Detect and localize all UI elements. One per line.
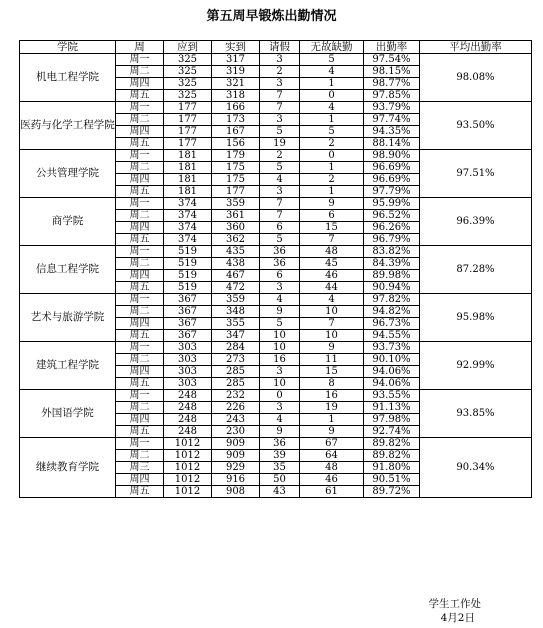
week-cell: 周五: [116, 426, 164, 438]
rate-cell: 96.73%: [364, 318, 420, 330]
actual-cell: 348: [212, 306, 260, 318]
week-cell: 周四: [116, 414, 164, 426]
rate-cell: 89.82%: [364, 450, 420, 462]
rate-cell: 95.99%: [364, 198, 420, 210]
header-actual: 实到: [212, 41, 260, 54]
week-cell: 周四: [116, 474, 164, 486]
week-cell: 周一: [116, 390, 164, 402]
leave-cell: 3: [260, 366, 300, 378]
week-cell: 周二: [116, 210, 164, 222]
expected-cell: 374: [164, 234, 212, 246]
rate-cell: 96.69%: [364, 174, 420, 186]
table-header-row: [20, 41, 532, 54]
average-rate-cell: 87.28%: [420, 246, 532, 294]
average-rate-cell: 93.50%: [420, 102, 532, 150]
week-cell: 周二: [116, 66, 164, 78]
week-cell: 周五: [116, 378, 164, 390]
rate-cell: 96.69%: [364, 162, 420, 174]
rate-cell: 97.54%: [364, 54, 420, 66]
table-row: [20, 390, 532, 402]
college-name-cell: 公共管理学院: [20, 150, 116, 198]
actual-cell: 361: [212, 210, 260, 222]
absent-cell: 2: [300, 174, 364, 186]
expected-cell: 1012: [164, 438, 212, 450]
week-cell: 周三: [116, 462, 164, 474]
absent-cell: 67: [300, 438, 364, 450]
expected-cell: 325: [164, 54, 212, 66]
actual-cell: 156: [212, 138, 260, 150]
week-cell: 周四: [116, 366, 164, 378]
rate-cell: 83.82%: [364, 246, 420, 258]
header-avg-rate: 平均出勤率: [420, 41, 532, 54]
leave-cell: 7: [260, 102, 300, 114]
actual-cell: 347: [212, 330, 260, 342]
absent-cell: 15: [300, 222, 364, 234]
leave-cell: 9: [260, 426, 300, 438]
week-cell: 周一: [116, 438, 164, 450]
rate-cell: 96.52%: [364, 210, 420, 222]
expected-cell: 1012: [164, 474, 212, 486]
actual-cell: 929: [212, 462, 260, 474]
expected-cell: 181: [164, 162, 212, 174]
leave-cell: 10: [260, 342, 300, 354]
actual-cell: 359: [212, 198, 260, 210]
rate-cell: 90.94%: [364, 282, 420, 294]
absent-cell: 0: [300, 150, 364, 162]
absent-cell: 7: [300, 318, 364, 330]
leave-cell: 3: [260, 402, 300, 414]
leave-cell: 3: [260, 78, 300, 90]
rate-cell: 93.55%: [364, 390, 420, 402]
actual-cell: 909: [212, 450, 260, 462]
leave-cell: 3: [260, 54, 300, 66]
leave-cell: 10: [260, 378, 300, 390]
header-week: 周: [116, 41, 164, 54]
actual-cell: 167: [212, 126, 260, 138]
rate-cell: 96.26%: [364, 222, 420, 234]
absent-cell: 16: [300, 390, 364, 402]
expected-cell: 177: [164, 102, 212, 114]
actual-cell: 321: [212, 78, 260, 90]
absent-cell: 48: [300, 246, 364, 258]
rate-cell: 94.06%: [364, 366, 420, 378]
expected-cell: 248: [164, 402, 212, 414]
expected-cell: 374: [164, 222, 212, 234]
expected-cell: 248: [164, 414, 212, 426]
actual-cell: 317: [212, 54, 260, 66]
leave-cell: 43: [260, 486, 300, 498]
rate-cell: 98.77%: [364, 78, 420, 90]
leave-cell: 4: [260, 294, 300, 306]
actual-cell: 175: [212, 162, 260, 174]
expected-cell: 303: [164, 378, 212, 390]
actual-cell: 175: [212, 174, 260, 186]
actual-cell: 166: [212, 102, 260, 114]
rate-cell: 91.80%: [364, 462, 420, 474]
college-name-cell: 机电工程学院: [20, 54, 116, 102]
leave-cell: 7: [260, 198, 300, 210]
absent-cell: 5: [300, 126, 364, 138]
rate-cell: 89.98%: [364, 270, 420, 282]
absent-cell: 19: [300, 402, 364, 414]
actual-cell: 285: [212, 366, 260, 378]
week-cell: 周四: [116, 174, 164, 186]
actual-cell: 319: [212, 66, 260, 78]
rate-cell: 94.06%: [364, 378, 420, 390]
expected-cell: 303: [164, 354, 212, 366]
week-cell: 周二: [116, 354, 164, 366]
leave-cell: 6: [260, 222, 300, 234]
leave-cell: 50: [260, 474, 300, 486]
absent-cell: 10: [300, 306, 364, 318]
table-row: [20, 198, 532, 210]
actual-cell: 909: [212, 438, 260, 450]
page-title: 第五周早锻炼出勤情况: [206, 9, 337, 24]
expected-cell: 519: [164, 270, 212, 282]
week-cell: 周二: [116, 306, 164, 318]
actual-cell: 467: [212, 270, 260, 282]
leave-cell: 4: [260, 174, 300, 186]
leave-cell: 3: [260, 186, 300, 198]
week-cell: 周四: [116, 126, 164, 138]
table-row: [20, 54, 532, 66]
rate-cell: 94.55%: [364, 330, 420, 342]
leave-cell: 5: [260, 162, 300, 174]
actual-cell: 318: [212, 90, 260, 102]
college-name-cell: 医药与化学工程学院: [20, 102, 116, 150]
rate-cell: 98.90%: [364, 150, 420, 162]
rate-cell: 88.14%: [364, 138, 420, 150]
week-cell: 周一: [116, 198, 164, 210]
week-cell: 周四: [116, 318, 164, 330]
header-college: 学院: [20, 41, 116, 54]
expected-cell: 325: [164, 66, 212, 78]
absent-cell: 1: [300, 114, 364, 126]
average-rate-cell: 92.99%: [420, 342, 532, 390]
actual-cell: 273: [212, 354, 260, 366]
expected-cell: 303: [164, 342, 212, 354]
actual-cell: 173: [212, 114, 260, 126]
leave-cell: 5: [260, 234, 300, 246]
actual-cell: 438: [212, 258, 260, 270]
rate-cell: 90.51%: [364, 474, 420, 486]
absent-cell: 0: [300, 90, 364, 102]
week-cell: 周五: [116, 138, 164, 150]
college-name-cell: 继续教育学院: [20, 438, 116, 498]
week-cell: 周五: [116, 282, 164, 294]
actual-cell: 179: [212, 150, 260, 162]
rate-cell: 90.10%: [364, 354, 420, 366]
expected-cell: 177: [164, 126, 212, 138]
average-rate-cell: 96.39%: [420, 198, 532, 246]
header-leave: 请假: [260, 41, 300, 54]
table-row: [20, 102, 532, 114]
week-cell: 周二: [116, 258, 164, 270]
expected-cell: 367: [164, 294, 212, 306]
absent-cell: 48: [300, 462, 364, 474]
week-cell: 周一: [116, 342, 164, 354]
absent-cell: 9: [300, 342, 364, 354]
week-cell: 周四: [116, 270, 164, 282]
expected-cell: 325: [164, 90, 212, 102]
rate-cell: 96.79%: [364, 234, 420, 246]
leave-cell: 5: [260, 318, 300, 330]
absent-cell: 1: [300, 414, 364, 426]
average-rate-cell: 98.08%: [420, 54, 532, 102]
average-rate-cell: 93.85%: [420, 390, 532, 438]
week-cell: 周四: [116, 222, 164, 234]
rate-cell: 92.74%: [364, 426, 420, 438]
actual-cell: 435: [212, 246, 260, 258]
table-row: [20, 294, 532, 306]
rate-cell: 97.98%: [364, 414, 420, 426]
college-name-cell: 商学院: [20, 198, 116, 246]
actual-cell: 360: [212, 222, 260, 234]
absent-cell: 6: [300, 210, 364, 222]
absent-cell: 44: [300, 282, 364, 294]
actual-cell: 285: [212, 378, 260, 390]
college-name-cell: 建筑工程学院: [20, 342, 116, 390]
week-cell: 周四: [116, 78, 164, 90]
expected-cell: 519: [164, 282, 212, 294]
rate-cell: 91.13%: [364, 402, 420, 414]
actual-cell: 362: [212, 234, 260, 246]
actual-cell: 355: [212, 318, 260, 330]
expected-cell: 374: [164, 198, 212, 210]
expected-cell: 367: [164, 330, 212, 342]
leave-cell: 36: [260, 258, 300, 270]
absent-cell: 4: [300, 102, 364, 114]
rate-cell: 97.85%: [364, 90, 420, 102]
rate-cell: 94.82%: [364, 306, 420, 318]
absent-cell: 11: [300, 354, 364, 366]
college-name-cell: 艺术与旅游学院: [20, 294, 116, 342]
absent-cell: 7: [300, 234, 364, 246]
footer-org: 学生工作处: [428, 598, 481, 610]
attendance-table: [19, 40, 532, 498]
leave-cell: 2: [260, 66, 300, 78]
expected-cell: 248: [164, 426, 212, 438]
leave-cell: 16: [260, 354, 300, 366]
week-cell: 周一: [116, 150, 164, 162]
footer-date: 4月2日: [440, 612, 475, 624]
average-rate-cell: 95.98%: [420, 294, 532, 342]
rate-cell: 84.39%: [364, 258, 420, 270]
leave-cell: 3: [260, 114, 300, 126]
absent-cell: 4: [300, 294, 364, 306]
expected-cell: 248: [164, 390, 212, 402]
week-cell: 周二: [116, 402, 164, 414]
leave-cell: 4: [260, 414, 300, 426]
average-rate-cell: 90.34%: [420, 438, 532, 498]
actual-cell: 230: [212, 426, 260, 438]
actual-cell: 916: [212, 474, 260, 486]
absent-cell: 46: [300, 270, 364, 282]
expected-cell: 1012: [164, 462, 212, 474]
week-cell: 周二: [116, 162, 164, 174]
absent-cell: 9: [300, 198, 364, 210]
college-name-cell: 外国语学院: [20, 390, 116, 438]
absent-cell: 8: [300, 378, 364, 390]
actual-cell: 359: [212, 294, 260, 306]
expected-cell: 519: [164, 258, 212, 270]
absent-cell: 9: [300, 426, 364, 438]
expected-cell: 177: [164, 114, 212, 126]
absent-cell: 45: [300, 258, 364, 270]
leave-cell: 3: [260, 282, 300, 294]
absent-cell: 10: [300, 330, 364, 342]
week-cell: 周五: [116, 90, 164, 102]
header-absent: 无故缺勤: [300, 41, 364, 54]
header-rate: 出勤率: [364, 41, 420, 54]
actual-cell: 284: [212, 342, 260, 354]
absent-cell: 1: [300, 78, 364, 90]
table-row: [20, 246, 532, 258]
week-cell: 周一: [116, 54, 164, 66]
absent-cell: 15: [300, 366, 364, 378]
expected-cell: 367: [164, 306, 212, 318]
average-rate-cell: 97.51%: [420, 150, 532, 198]
rate-cell: 89.82%: [364, 438, 420, 450]
leave-cell: 5: [260, 126, 300, 138]
actual-cell: 232: [212, 390, 260, 402]
expected-cell: 303: [164, 366, 212, 378]
leave-cell: 0: [260, 390, 300, 402]
leave-cell: 7: [260, 90, 300, 102]
college-name-cell: 信息工程学院: [20, 246, 116, 294]
rate-cell: 97.82%: [364, 294, 420, 306]
rate-cell: 89.72%: [364, 486, 420, 498]
leave-cell: 36: [260, 246, 300, 258]
table-row: [20, 342, 532, 354]
expected-cell: 367: [164, 318, 212, 330]
expected-cell: 325: [164, 78, 212, 90]
week-cell: 周一: [116, 102, 164, 114]
absent-cell: 2: [300, 138, 364, 150]
week-cell: 周二: [116, 450, 164, 462]
leave-cell: 9: [260, 306, 300, 318]
week-cell: 周一: [116, 294, 164, 306]
rate-cell: 98.15%: [364, 66, 420, 78]
rate-cell: 94.35%: [364, 126, 420, 138]
actual-cell: 177: [212, 186, 260, 198]
absent-cell: 4: [300, 66, 364, 78]
absent-cell: 46: [300, 474, 364, 486]
leave-cell: 6: [260, 270, 300, 282]
absent-cell: 64: [300, 450, 364, 462]
leave-cell: 35: [260, 462, 300, 474]
week-cell: 周一: [116, 246, 164, 258]
expected-cell: 181: [164, 186, 212, 198]
table-row: [20, 438, 532, 450]
rate-cell: 97.79%: [364, 186, 420, 198]
week-cell: 周五: [116, 486, 164, 498]
expected-cell: 1012: [164, 450, 212, 462]
actual-cell: 243: [212, 414, 260, 426]
leave-cell: 36: [260, 438, 300, 450]
expected-cell: 181: [164, 150, 212, 162]
expected-cell: 1012: [164, 486, 212, 498]
expected-cell: 374: [164, 210, 212, 222]
leave-cell: 39: [260, 450, 300, 462]
leave-cell: 7: [260, 210, 300, 222]
leave-cell: 19: [260, 138, 300, 150]
week-cell: 周五: [116, 186, 164, 198]
absent-cell: 1: [300, 186, 364, 198]
leave-cell: 2: [260, 150, 300, 162]
rate-cell: 93.79%: [364, 102, 420, 114]
expected-cell: 519: [164, 246, 212, 258]
week-cell: 周五: [116, 234, 164, 246]
rate-cell: 97.74%: [364, 114, 420, 126]
absent-cell: 1: [300, 162, 364, 174]
leave-cell: 10: [260, 330, 300, 342]
rate-cell: 93.73%: [364, 342, 420, 354]
table-row: [20, 150, 532, 162]
absent-cell: 61: [300, 486, 364, 498]
expected-cell: 177: [164, 138, 212, 150]
actual-cell: 472: [212, 282, 260, 294]
header-expected: 应到: [164, 41, 212, 54]
actual-cell: 908: [212, 486, 260, 498]
expected-cell: 181: [164, 174, 212, 186]
week-cell: 周五: [116, 330, 164, 342]
absent-cell: 5: [300, 54, 364, 66]
week-cell: 周二: [116, 114, 164, 126]
actual-cell: 226: [212, 402, 260, 414]
table-body: [20, 54, 532, 498]
